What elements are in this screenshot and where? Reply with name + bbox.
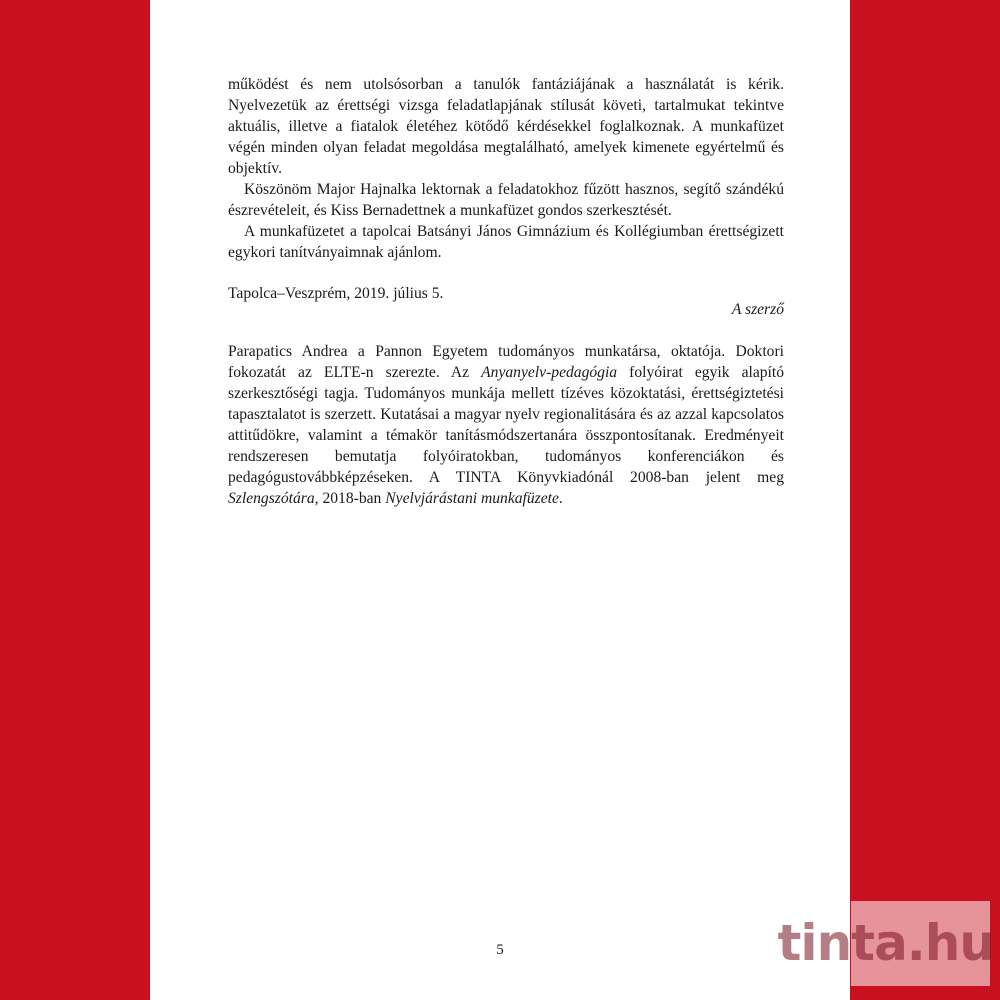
preface-text <box>228 74 784 263</box>
bio-journal-title: Anyanyelv-pedagógia <box>481 364 618 381</box>
dateline: Tapolca–Veszprém, 2019. július 5. <box>228 285 444 302</box>
bio-text-1: Parapatics Andrea a Pannon Egyetem tudományos munkatársa, oktatója. Doktori fokozatát az ELTE-n szerezte. Az <box>228 343 784 381</box>
author-bio <box>228 341 784 509</box>
author-signature: A szerző <box>731 301 784 318</box>
bio-text-2: folyóirat egyik alapító szerkesztőségi tagja. Tudományos munkája mellett tízéves közoktatási, érettségiztetési tapasztalatot is szerzett. Kutatásai a magyar nyelv regionalitására és az azzal kapcsolatos attitűdökre, valamint a témakör tanításmódszertanára összpontosítanak. Eredményeit rendszeresen bemutatja folyóiratokban, tudományos konferenciákon és pedagógustovábbképzéseken. A TINTA Könyvkiadónál 2008-ban jelent meg <box>228 364 784 486</box>
page-number: 5 <box>496 942 504 958</box>
paragraph-3: A munkafüzetet a tapolcai Batsányi János Gimnázium és Kollégiumban érettségizett egykori tanítványaimnak ajánlom. <box>228 223 784 261</box>
book-page <box>150 0 850 1000</box>
paragraph-1: működést és nem utolsósorban a tanulók fantáziájának a használatát is kérik. Nyelvezetük az érettségi vizsga feladatlapjának stílusát követi, tartalmukat tekintve aktuális, illetve a fiatalok életéhez kötődő kérdésekkel foglalkoznak. A munkafüzet végén minden olyan feladat megoldása megtalálható, amelyek kimenete egyértelmű és objektív. <box>228 76 784 177</box>
watermark-logo: tinta.hu <box>777 914 994 972</box>
bio-text-3: 2018-ban <box>318 490 386 507</box>
bio-text-4: . <box>558 490 563 507</box>
bio-book-title-2: Nyelvjárástani munkafüzete <box>385 490 559 507</box>
bio-book-title-1: Szlengszótára, <box>228 490 319 507</box>
paragraph-2: Köszönöm Major Hajnalka lektornak a feladatokhoz fűzött hasznos, segítő szándékú észrevételeit, és Kiss Bernadettnek a munkafüzet gondos szerkesztését. <box>228 181 784 219</box>
